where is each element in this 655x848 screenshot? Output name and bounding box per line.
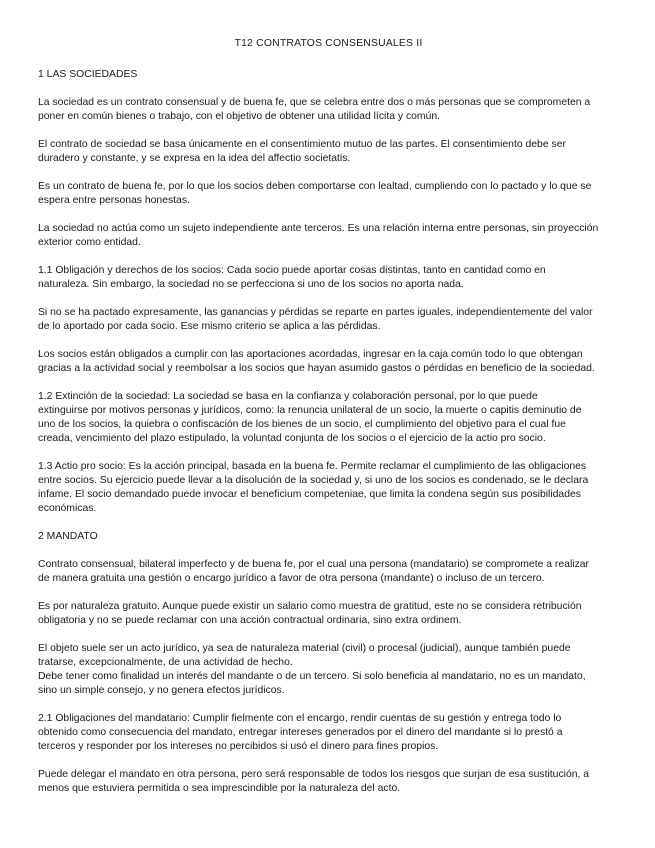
paragraph [38,600,619,628]
text-line: El objeto suele ser un acto jurídico, ya sea de naturaleza material (civil) o procesal (judicial), aunque también puede [38,643,571,654]
text-line: La sociedad es un contrato consensual y de buena fe, que se celebra entre dos o más personas que se comprometen a [38,97,591,108]
text-line: de manera gratuita una gestión o encargo jurídico a favor de otra persona (mandante) o incluso de un tercero. [38,573,545,584]
text-line: Contrato consensual, bilateral imperfecto y de buena fe, por el cual una persona (mandatario) se compromete a realizar [38,559,590,570]
text-line: Debe tener como finalidad un interés del mandante o de un tercero. Si solo beneficia al mandatario, no es un mandato, [38,671,586,682]
text-line: entre socios. Su ejercicio puede llevar a la disolución de la sociedad y, si uno de los socios es condenado, se le declara [38,475,589,486]
text-line: duradero y constante, y se expresa en la idea del affectio societatis. [38,153,351,164]
paragraph [38,712,619,754]
paragraph [38,460,619,516]
section-heading [38,68,619,82]
text-line: Es un contrato de buena fe, por lo que los socios deben comportarse con lealtad, cumpliendo con lo pactado y lo que se [38,181,592,192]
document-title: T12 CONTRATOS CONSENSUALES II [234,38,423,49]
text-line: creada, vencimiento del plazo estipulado, la voluntad conjunta de los socios o el ejercicio de la actio pro socio. [38,433,546,444]
paragraph [38,768,619,796]
paragraph [38,306,619,334]
text-line: uno de los socios, la quiebra o confiscación de los bienes de un socio, el cumplimiento del objetivo para el cual fue [38,419,566,430]
text-line: obligatoria y no se puede reclamar con una acción contractual ordinaria, sino extra ordinem. [38,615,462,626]
paragraph [38,558,619,586]
paragraph [38,138,619,166]
paragraph [38,642,619,698]
text-line: infame. El socio demandado puede invocar el beneficium competeniae, que limita la condena según sus posibilidades [38,489,581,500]
paragraph [38,222,619,250]
text-line: económicas. [38,503,97,514]
text-line: obtenido como consecuencia del mandato, entregar intereses generados por el dinero del mandante si lo prestó a [38,727,563,738]
paragraph [38,390,619,446]
document-body [38,68,619,796]
paragraph [38,96,619,124]
section-heading [38,530,619,544]
text-line: Es por naturaleza gratuito. Aunque puede existir un salario como muestra de gratitud, este no se considera retribución [38,601,582,612]
text-line: exterior como entidad. [38,237,141,248]
text-line: de lo aportado por cada socio. Ese mismo criterio se aplica a las pérdidas. [38,321,381,332]
text-line: poner en común bienes o trabajo, con el objetivo de obtener una utilidad lícita y común. [38,111,441,122]
text-line: extinguirse por motivos personas y jurídicos, como: la renuncia unilateral de un socio, la muerte o capitis deminutio de [38,405,582,416]
text-line: sino un simple consejo, y no genera efectos jurídicos. [38,685,285,696]
text-line: 1.1 Obligación y derechos de los socios: Cada socio puede aportar cosas distintas, tanto en cantidad como en [38,265,546,276]
text-line: 1.3 Actio pro socio: Es la acción principal, basada en la buena fe. Permite reclamar el cumplimiento de las obligaciones [38,461,587,472]
text-line: tratarse, excepcionalmente, de una actividad de hecho. [38,657,293,668]
text-line: menos que estuviera permitida o sea imprescindible por la naturaleza del acto. [38,783,401,794]
text-line: 1.2 Extinción de la sociedad: La sociedad se basa en la confianza y colaboración personal, por lo que puede [38,391,538,402]
text-line: 1 LAS SOCIEDADES [38,69,138,80]
text-line: gracias a la actividad social y reembolsar a los socios que hayan asumido gastos o pérdidas en beneficio de la sociedad. [38,363,595,374]
paragraph [38,180,619,208]
paragraph [38,348,619,376]
text-line: Si no se ha pactado expresamente, las ganancias y pérdidas se reparte en partes iguales, independientemente del valor [38,307,593,318]
text-line: espera entre personas honestas. [38,195,190,206]
text-line: El contrato de sociedad se basa únicamente en el consentimiento mutuo de las partes. El consentimiento debe ser [38,139,566,150]
text-line: La sociedad no actúa como un sujeto independiente ante terceros. Es una relación interna entre personas, sin proyección [38,223,599,234]
text-line: naturaleza. Sin embargo, la sociedad no se perfecciona si uno de los socios no aporta nada. [38,279,464,290]
text-line: Los socios están obligados a cumplir con las aportaciones acordadas, ingresar en la caja común todo lo que obtengan [38,349,583,360]
text-line: 2.1 Obligaciones del mandatario: Cumplir fielmente con el encargo, rendir cuentas de su gestión y entrega todo lo [38,713,562,724]
paragraph [38,264,619,292]
text-line: Puede delegar el mandato en otra persona, pero será responsable de todos los riesgos que surjan de esa sustitución, a [38,769,590,780]
text-line: terceros y responder por los intereses no percibidos si usó el dinero para fines propios. [38,741,439,752]
text-line: 2 MANDATO [38,531,98,542]
